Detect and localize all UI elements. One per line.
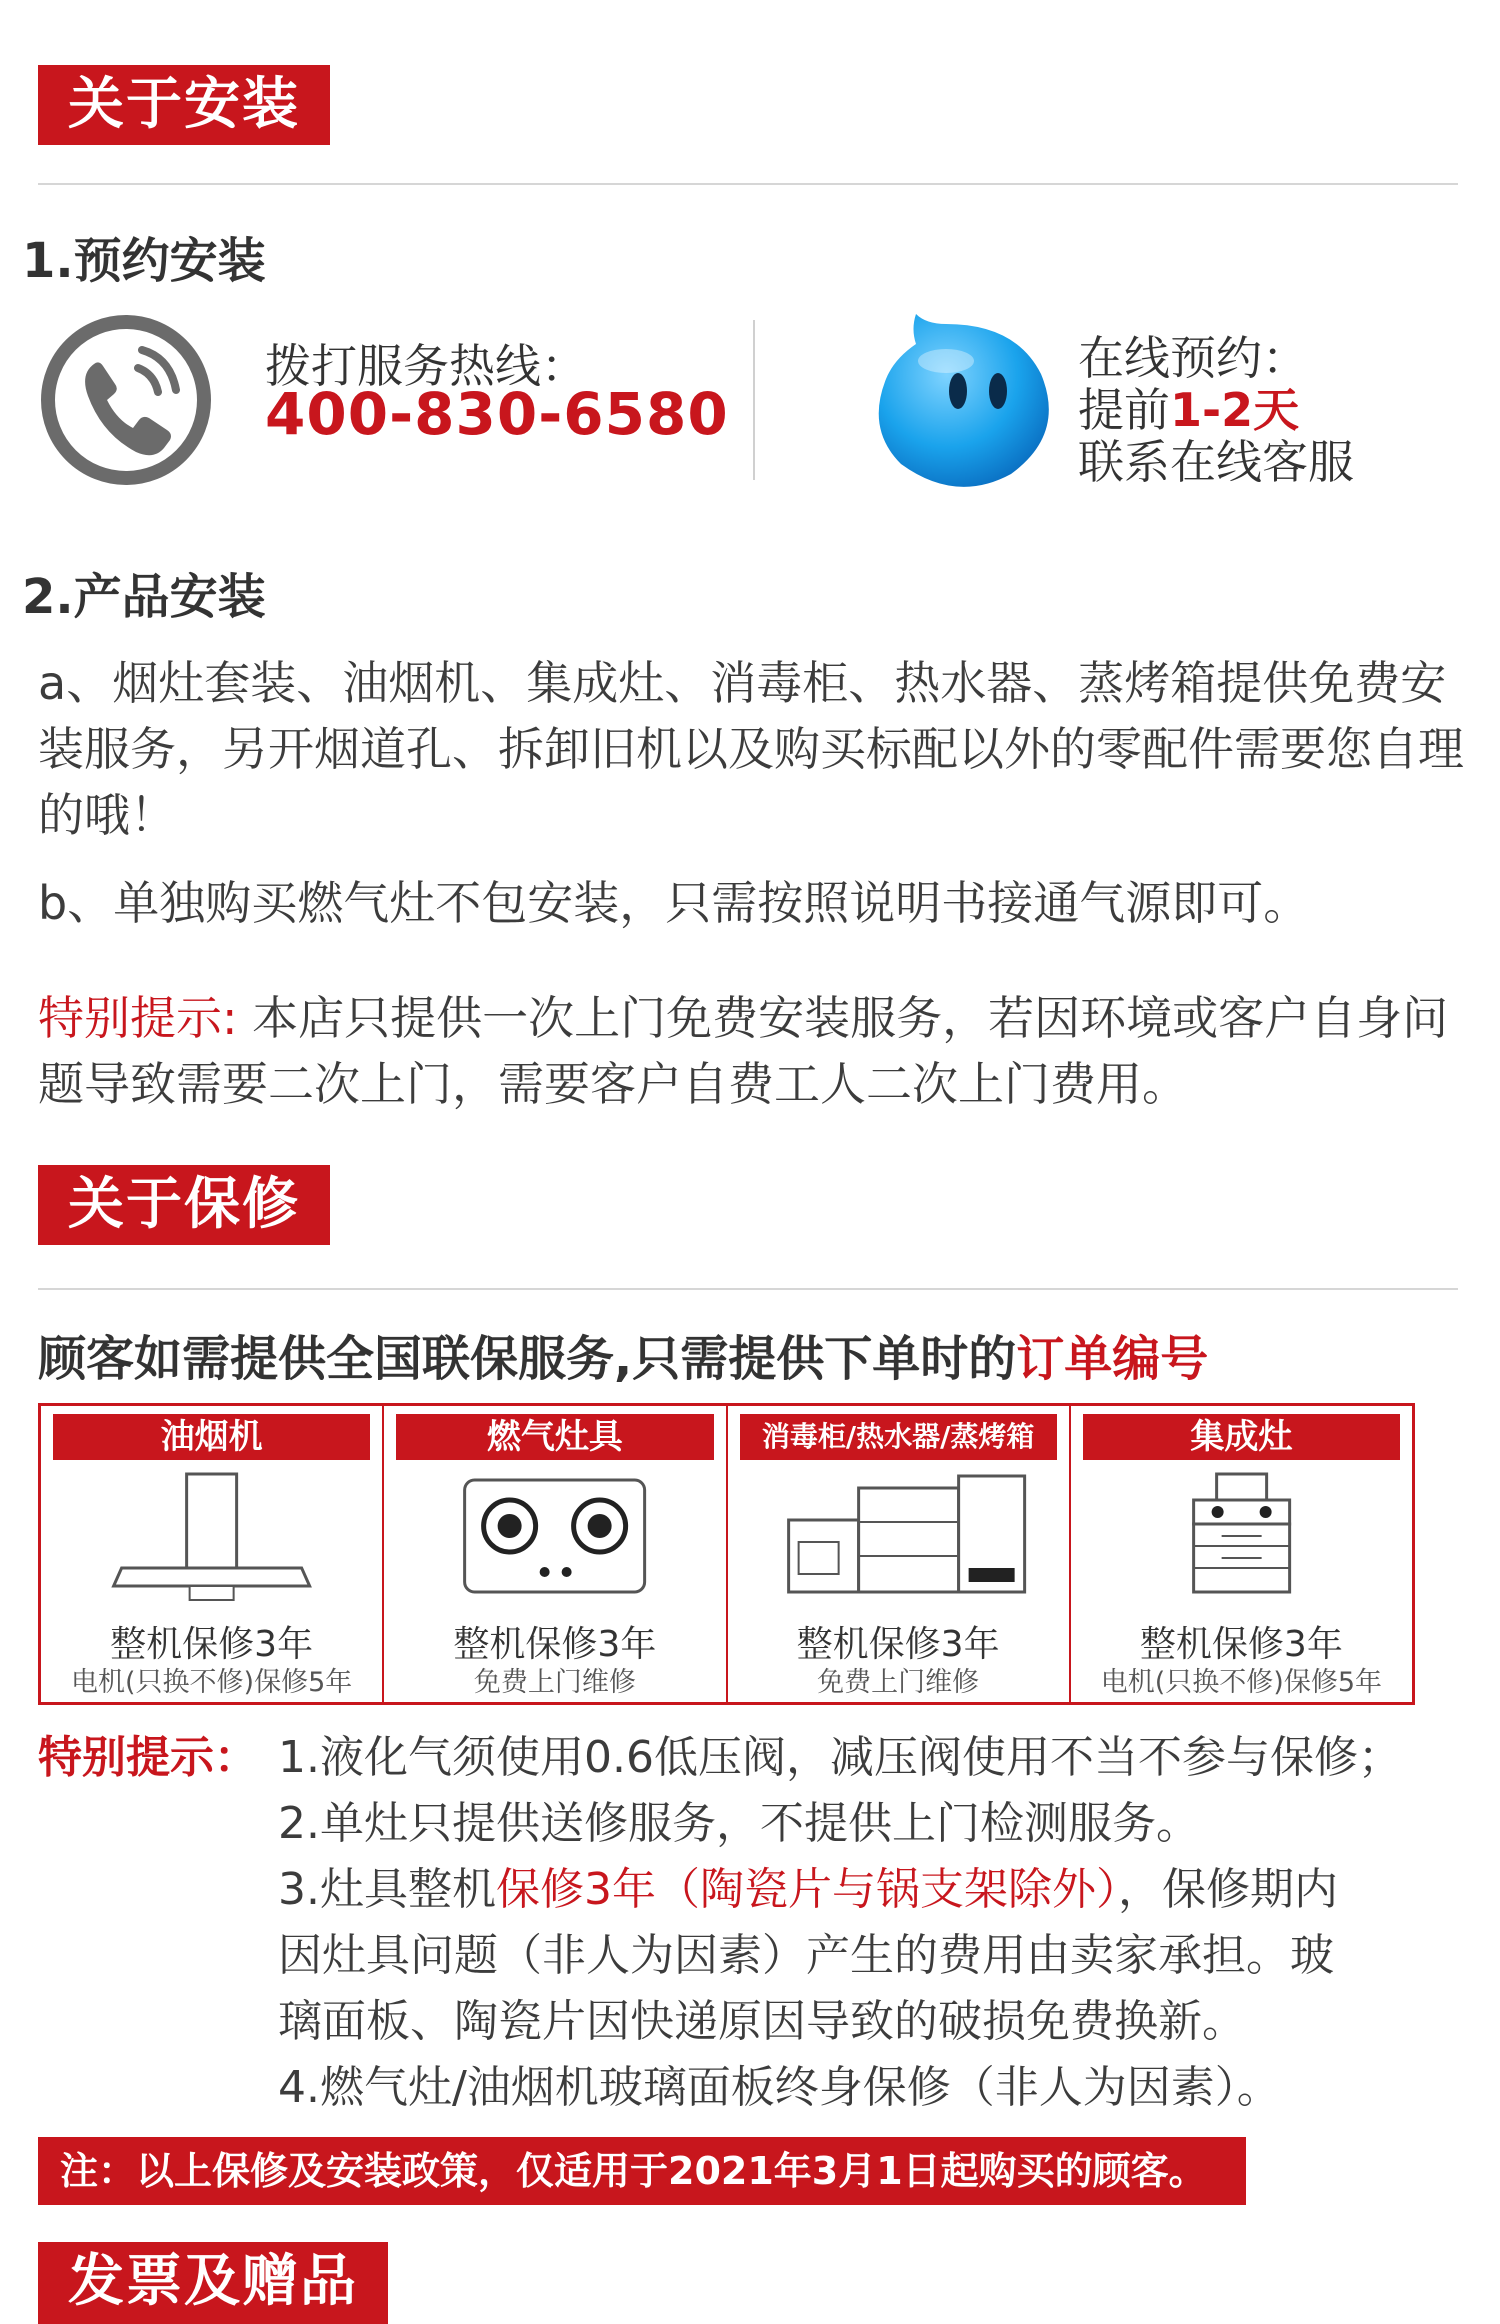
vertical-divider	[753, 320, 755, 480]
tip-1: 1.液化气须使用0.6低压阀，减压阀使用不当不参与保修；	[278, 1732, 1402, 1783]
install-tip: 特别提示: 本店只提供一次上门免费安装服务，若因环境或客户自身问题导致需要二次上门，需要客户自费工人二次上门费用。	[38, 991, 1449, 1111]
warranty-card-appliances	[728, 1406, 1071, 1702]
tip-2: 2.单灶只提供送修服务，不提供上门检测服务。	[278, 1798, 1200, 1849]
warranty-tips	[278, 1725, 1488, 2121]
card-main: 整机保修3年	[453, 1624, 657, 1665]
card-title: 油烟机	[53, 1414, 370, 1460]
card-sub: 免费上门维修	[817, 1667, 980, 1698]
online-label: 在线预约：	[1078, 331, 1308, 385]
phone-icon	[38, 312, 214, 488]
warranty-card-gas-stove	[384, 1406, 727, 1702]
install-item-a: a、烟灶套装、油烟机、集成灶、消毒柜、热水器、蒸烤箱提供免费安装服务，另开烟道孔、拆卸旧机以及购买标配以外的零配件需要您自理的哦！	[38, 656, 1464, 842]
integrated-stove-icon	[1071, 1468, 1412, 1618]
card-title: 消毒柜/热水器/蒸烤箱	[740, 1414, 1057, 1460]
card-main: 整机保修3年	[796, 1624, 1000, 1665]
warranty-section-title: 关于保修	[38, 1165, 330, 1245]
card-title: 集成灶	[1083, 1414, 1400, 1460]
warranty-card-integrated-stove	[1071, 1406, 1412, 1702]
policy-note: 注：以上保修及安装政策，仅适用于2021年3月1日起购买的顾客。	[38, 2137, 1246, 2205]
warranty-grid	[38, 1403, 1415, 1705]
card-sub: 免费上门维修	[473, 1667, 636, 1698]
tip-3-line3: 璃面板、陶瓷片因快递原因导致的破损免费换新。	[278, 1996, 1246, 2047]
install-section-title: 关于安装	[38, 65, 330, 145]
warranty-card-range-hood	[41, 1406, 384, 1702]
divider	[38, 1288, 1458, 1290]
card-sub: 电机(只换不修)保修5年	[71, 1667, 353, 1698]
tip-3: 3.灶具整机保修3年（陶瓷片与锅支架除外），保修期内	[278, 1864, 1338, 1915]
card-main: 整机保修3年	[110, 1624, 314, 1665]
tip-label: 特别提示:	[38, 991, 238, 1045]
product-install-heading: 2.产品安装	[22, 569, 266, 625]
invoice-section-title: 发票及赠品	[38, 2242, 388, 2324]
tip-3-line2: 因灶具问题（非人为因素）产生的费用由卖家承担。玻	[278, 1930, 1334, 1981]
hotline-number[interactable]: 400-830-6580	[265, 380, 729, 448]
card-title: 燃气灶具	[396, 1414, 713, 1460]
gas-stove-icon	[384, 1468, 725, 1618]
warranty-headline: 顾客如需提供全国联保服务,只需提供下单时的订单编号	[38, 1331, 1209, 1387]
online-advance: 提前1-2天	[1078, 383, 1300, 437]
install-item-b: b、单独购买燃气灶不包安装，只需按照说明书接通气源即可。	[38, 876, 1310, 930]
card-main: 整机保修3年	[1139, 1624, 1343, 1665]
hotline-label: 拨打服务热线：	[265, 339, 587, 393]
appliances-icon	[728, 1468, 1069, 1618]
chat-bubble-icon[interactable]	[876, 306, 1076, 490]
warranty-tip-label: 特别提示：	[38, 1732, 258, 1783]
online-contact-link[interactable]: 联系在线客服	[1078, 435, 1354, 489]
range-hood-icon	[41, 1468, 382, 1618]
booking-heading: 1.预约安装	[22, 233, 266, 289]
card-sub: 电机(只换不修)保修5年	[1100, 1667, 1382, 1698]
divider	[38, 183, 1458, 185]
tip-4: 4.燃气灶/油烟机玻璃面板终身保修（非人为因素）。	[278, 2062, 1281, 2113]
